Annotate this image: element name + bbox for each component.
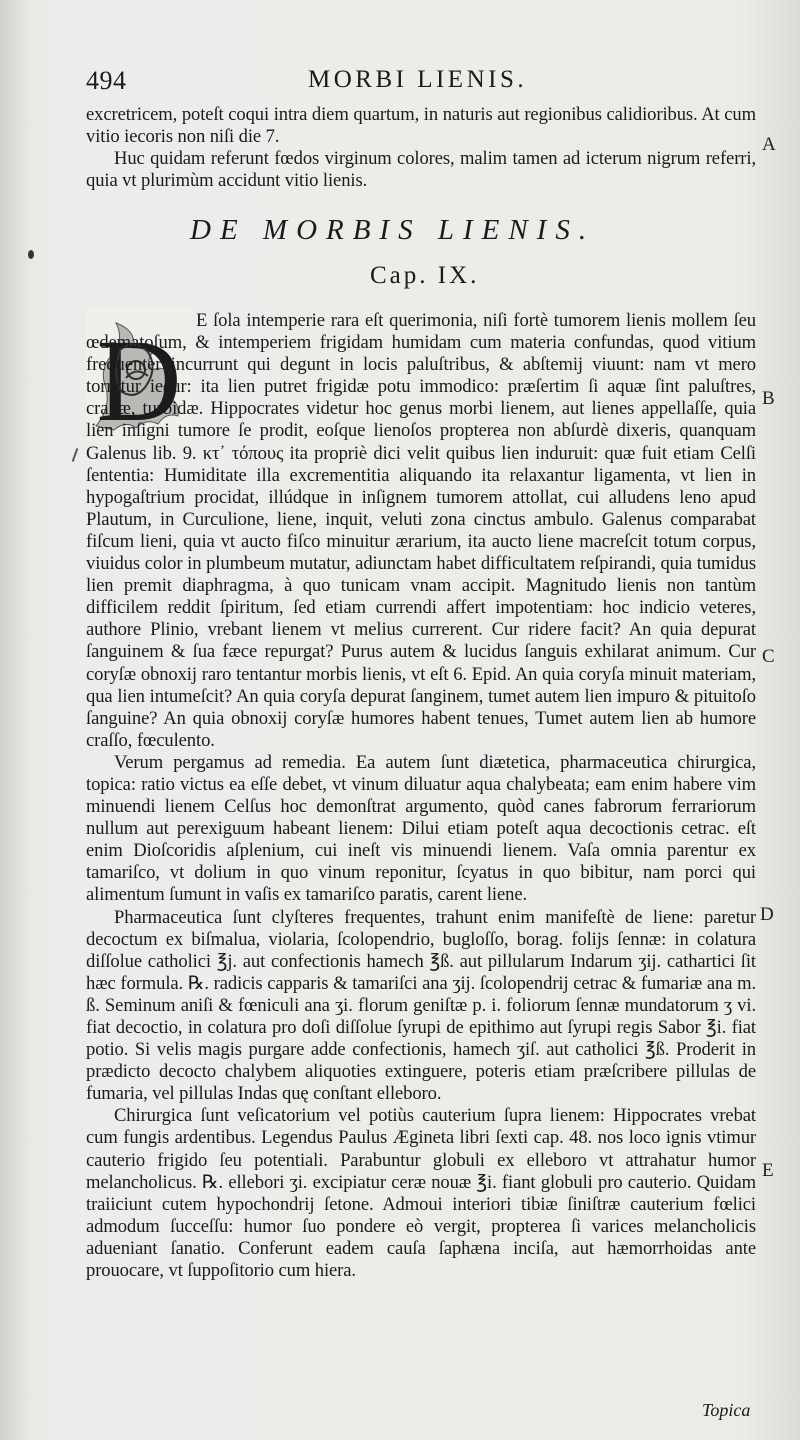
intro-paragraph-2: Huc quidam referunt fœdos virginum colores, malim tamen ad icterum nigrum referri, quia vt plurimùm accidunt vitio lienis. bbox=[86, 148, 756, 192]
intro-paragraph-1: excretricem, poteſt coqui intra diem quartum, in naturis aut regionibus calidioribus. At cum vitio iecoris non niſi die 7. bbox=[86, 104, 756, 148]
running-title: MORBI LIENIS. bbox=[308, 66, 528, 93]
margin-letter-b: B bbox=[762, 388, 775, 409]
margin-ink-spot bbox=[28, 250, 34, 259]
chapter-number: Cap. IX. bbox=[370, 262, 480, 289]
intro-text bbox=[86, 104, 756, 192]
page-header bbox=[86, 66, 776, 98]
body-paragraph-4: Chirurgica ſunt veſicatorium vel potiùs cauterium ſupra lienem: Hippocrates vrebat cum fungis ardentibus. Legendus Paulus Ægineta libri ſexti cap. 48. nos loco ignis vtimur cauterio frigido ſeu potentiali. Parabuntur globuli ex elleboro vt attrahatur humor melancholicus. ℞. ellebori ʒi. excipiatur ceræ nouæ ℥i. fiant globuli pro cauterio. Quidam traiiciunt cutem hypochondrij ſetone. Admoui interiori tibiæ ſiniſtræ cauterium fœlici admodum ſucceſſu: humor ſuo pondere eò vergit, propterea ſi varices melancholicis adueniant ſanatio. Conferunt eadem cauſa ſaphæna inciſa, aut hæmorrhoidas ante prouocare, vt ſuppoſitorio cum hiera. bbox=[86, 1105, 756, 1282]
margin-pen-mark bbox=[72, 448, 79, 462]
chapter-body bbox=[86, 310, 756, 1282]
body-paragraph-1: E ſola intemperie rara eſt querimonia, niſi fortè tumorem lienis mollem ſeu œdematoſum, & intemperiem frigidam humidam cum materia confundas, quod vitium frequenter incurrunt qui degunt in locis paluſtribus, & abſtemij viuunt: nam vt mero torretur iecur: ita lien putret frigidæ potu immodico: præſertim ſi aquæ ſint paluſtres, craſſæ, turbidæ. Hippocrates videtur hoc genus morbi lienem, aut lienes appellaſſe, quia lien inſigni tumore ſe prodit, eoſque lienoſos propterea non abſurdè dixeris, quanquam Galenus lib. 9. κτ᾽ τόπους ita propriè dici velit quibus lien induruit: quæ fuit etiam Celſi ſententia: Humiditate illa excrementitia aliquando ita relaxantur ligamenta, vt lien in hypogaſtrium procidat, illúdque in inſignem tumorem attollat, cui alludens leno apud Plautum, in Curculione, liene, inquit, veluti zona cinctus ambulo. Galenus comparabat fiſcum lieni, quia vt aucto fiſco minuitur ærarium, ita aucto liene macreſcit totum corpus, viuidus color in plumbeum mutatur, adiunctam habet difficultatem reſpirandi, quia tumidus lien premit diaphragma, à quo tunicam vnam accipit. Magnitudo lienis non tantùm difficilem reddit ſpiritum, ſed etiam currendi affert impotentiam: hoc indicio veteres, authore Plinio, vrebant lienem vt melius currerent. Cur ridere facit? An quia depurat ſanguinem & ſua fæce repurgat? Purus autem & lucidus ſanguis exhilarat animum. Cur coryſæ obnoxij raro tentantur morbis lienis, vt eſt 6. Epid. An quia coryſa minuit materiam, qua lien intumeſcit? An quia coryſa depurat ſanginem, tumet autem lien impuro & pituitoſo ſanguine? An quia obnoxij coryſæ humores habent tenues, Tumet autem lien ab humore craſſo, fœculento. bbox=[86, 310, 756, 751]
margin-letter-c: C bbox=[762, 646, 775, 667]
catchword: Topica bbox=[702, 1400, 751, 1420]
page-number: 494 bbox=[86, 66, 127, 95]
chapter-title: DE MORBIS LIENIS. bbox=[190, 214, 596, 246]
body-paragraph-3: Pharmaceutica ſunt clyſteres frequentes, trahunt enim manifeſtè de liene: paretur decoctum ex biſmalua, violaria, ſcolopendrio, bugloſſo, borag. folijs ſennæ: in colatura diſſolue catholici ℥j. aut confectionis hamech ℥ß. aut pillularum Indarum ʒij. cathartici ſit hæc formula. ℞. radicis capparis & tamariſci ana ʒij. ſcolopendrij cetrac & fumariæ ana m. ß. Seminum aniſi & fœniculi ana ʒi. florum geniſtæ p. i. foliorum ſennæ mundatorum ʒ vi. fiat decoctio, in colatura pro doſi diſſolue ſyrupi de epithimo aut ſyrupi regis Sabor ℥i. fiat potio. Si velis magis purgare adde confectionis, hamech ʒiſ. aut catholici ℥ß. Proderit in prædicto decocto chalybem aliquoties extinguere, poteris etiam præſcribere pillulas de fumaria, vel pillulas Indas quę conſtant elleboro. bbox=[86, 906, 756, 1105]
margin-letter-d: D bbox=[760, 904, 774, 925]
margin-letter-e: E bbox=[762, 1160, 774, 1181]
body-paragraph-2: Verum pergamus ad remedia. Ea autem ſunt diætetica, pharmaceutica chirurgica, topica: ratio victus ea eſſe debet, vt vinum diluatur aqua chalybeata; eam enim habere vim minuendi lienem Celſus hoc demonſtrat argumento, quòd canes fabrorum ferrariorum nullum aut perexiguum habeant lienem: Dilui etiam poteſt aqua decoctionis cetrac. eſt enim Dioſcoridis aſplenium, cui ineſt vis minuendi lienem. Vaſa omnia parentur ex tamariſco, vt dolium in quo vinum reponitur, ſcyatus in quo bibitur, nam porci qui alimentum ſumunt in vaſis ex tamariſco paratis, carent liene. bbox=[86, 751, 756, 906]
svg-text:D: D bbox=[96, 315, 182, 440]
margin-letter-a: A bbox=[762, 134, 776, 155]
